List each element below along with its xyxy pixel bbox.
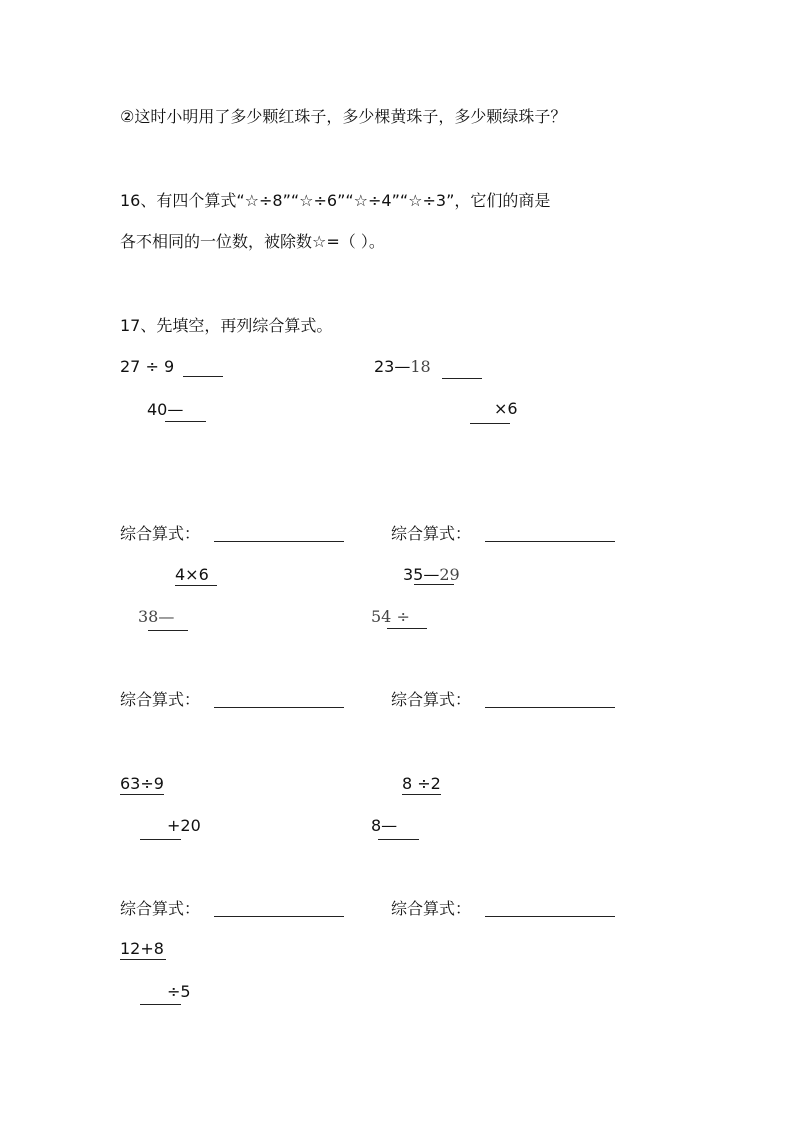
question-17-title-text: 17、先填空，再列综合算式。 bbox=[120, 316, 333, 335]
g2-left-bottom-text: 38— bbox=[138, 607, 175, 626]
g3-left-bottom bbox=[167, 816, 201, 836]
g3-left-bottom-blank[interactable] bbox=[140, 839, 181, 840]
g2-right-top-underline bbox=[414, 584, 454, 585]
combined-blank-1a[interactable] bbox=[214, 541, 344, 542]
question-15-part-2 bbox=[120, 107, 566, 127]
g2-left-bottom bbox=[138, 607, 174, 627]
question-16-line-1-text: 16、有四个算式“☆÷8”“☆÷6”“☆÷4”“☆÷3”，它们的商是 bbox=[120, 191, 551, 210]
g1-right-bottom-text: ×6 bbox=[494, 399, 518, 418]
combined-label-2a-text: 综合算式： bbox=[120, 690, 201, 709]
g1-left-top bbox=[120, 357, 174, 377]
combined-label-1a bbox=[120, 524, 200, 544]
g1-right-top-blank[interactable] bbox=[442, 378, 482, 379]
g3-right-bottom bbox=[371, 816, 397, 836]
g1-right-top-a-text: 23— bbox=[374, 357, 411, 376]
g2-left-top bbox=[175, 565, 217, 585]
combined-label-1b-text: 综合算式： bbox=[391, 524, 472, 543]
g4-left-bottom-text: ÷5 bbox=[167, 982, 191, 1001]
question-17-title bbox=[120, 316, 332, 336]
combined-label-3b bbox=[391, 899, 471, 919]
g4-left-bottom bbox=[167, 982, 191, 1002]
g1-right-bottom-blank[interactable] bbox=[470, 423, 510, 424]
g1-left-top-text: 27 ÷ 9 bbox=[120, 357, 175, 376]
combined-label-2b-text: 综合算式： bbox=[391, 690, 472, 709]
question-16-line-2 bbox=[120, 232, 385, 252]
combined-label-2b bbox=[391, 690, 471, 710]
g2-right-top-b-text: 29 bbox=[439, 565, 460, 584]
g3-right-bottom-blank[interactable] bbox=[378, 839, 419, 840]
g1-left-top-blank[interactable] bbox=[183, 376, 223, 377]
g1-right-bottom bbox=[494, 399, 518, 419]
g2-right-top bbox=[403, 565, 460, 585]
g3-right-bottom-text: 8— bbox=[371, 816, 398, 835]
g2-right-bottom-text: 54 ÷ bbox=[371, 607, 410, 626]
combined-blank-3b[interactable] bbox=[485, 916, 615, 917]
combined-label-1a-text: 综合算式： bbox=[120, 524, 201, 543]
g1-left-bottom-text: 40— bbox=[147, 400, 184, 419]
combined-blank-2b[interactable] bbox=[485, 707, 615, 708]
combined-label-3b-text: 综合算式： bbox=[391, 899, 472, 918]
g2-right-bottom bbox=[371, 607, 410, 627]
question-16-line-2-text: 各不相同的一位数，被除数☆=（ ）。 bbox=[120, 232, 385, 251]
combined-label-2a bbox=[120, 690, 200, 710]
g3-left-top-text: 63÷9 bbox=[120, 774, 164, 793]
g3-right-top-text: 8 ÷2 bbox=[402, 774, 441, 793]
combined-label-3a-text: 综合算式： bbox=[120, 899, 201, 918]
combined-label-3a bbox=[120, 899, 200, 919]
combined-blank-2a[interactable] bbox=[214, 707, 344, 708]
question-15-part-2-text: ②这时小明用了多少颗红珠子，多少棵黄珠子，多少颗绿珠子？ bbox=[120, 107, 567, 126]
combined-blank-3a[interactable] bbox=[214, 916, 344, 917]
g1-right-top-b-text: 18 bbox=[410, 357, 431, 376]
g2-right-top-a-text: 35— bbox=[403, 565, 440, 584]
combined-label-1b bbox=[391, 524, 471, 544]
g4-left-bottom-blank[interactable] bbox=[140, 1004, 181, 1005]
g4-left-top-text: 12+8 bbox=[120, 939, 164, 958]
g3-right-top bbox=[402, 774, 441, 794]
combined-blank-1b[interactable] bbox=[485, 541, 615, 542]
g1-left-bottom-blank[interactable] bbox=[165, 421, 206, 422]
g1-left-bottom bbox=[147, 400, 183, 420]
question-16-line-1 bbox=[120, 191, 550, 211]
g2-left-top-text: 4×6 bbox=[175, 565, 217, 586]
g2-right-bottom-blank[interactable] bbox=[387, 628, 427, 629]
g1-right-top bbox=[374, 357, 431, 377]
g3-left-bottom-text: +20 bbox=[167, 816, 201, 835]
g2-left-bottom-blank[interactable] bbox=[148, 630, 188, 631]
g3-left-top bbox=[120, 774, 164, 794]
g4-left-top bbox=[120, 939, 166, 959]
